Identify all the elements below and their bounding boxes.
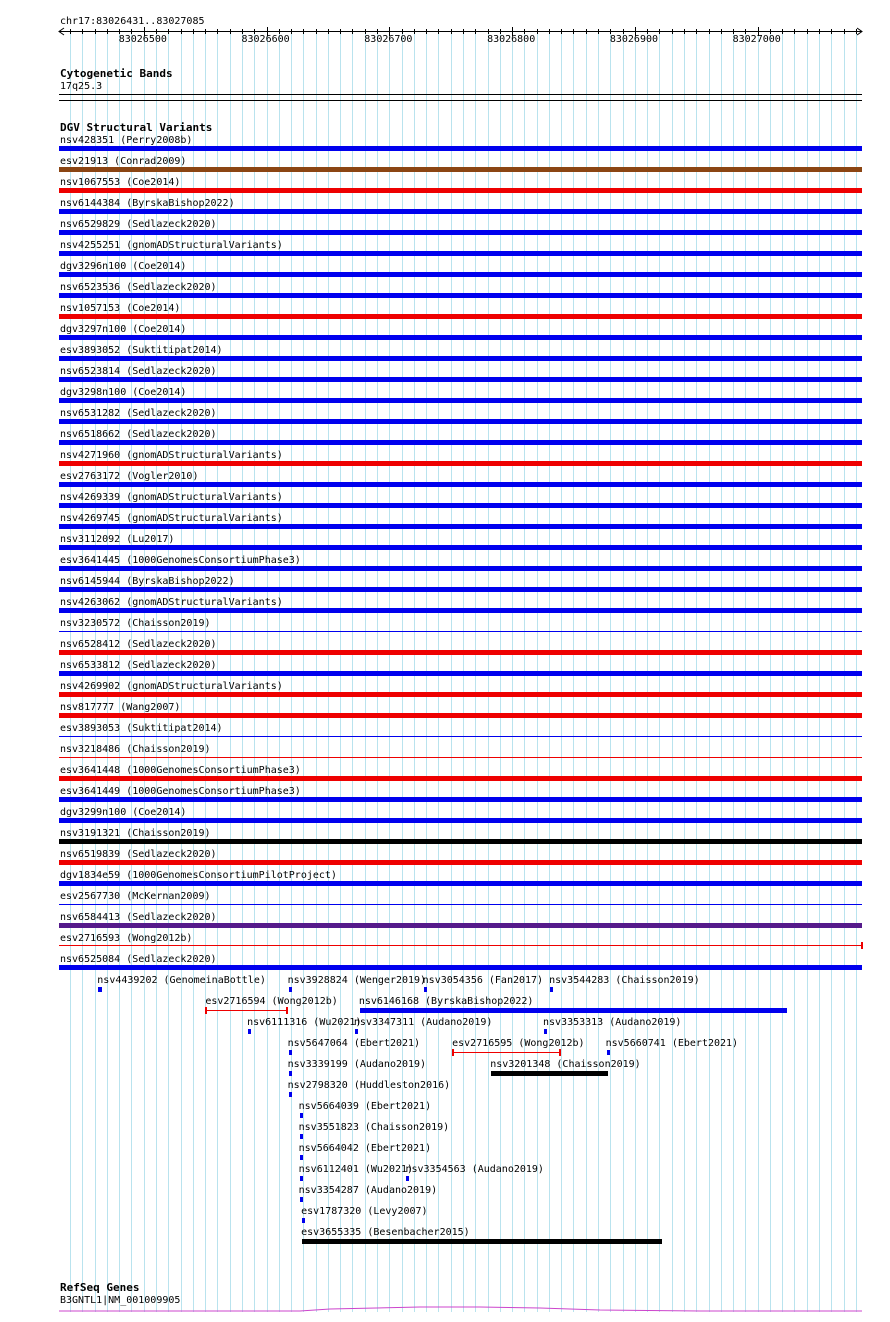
- variant-feature[interactable]: [289, 1071, 292, 1076]
- variant-feature[interactable]: [59, 377, 862, 382]
- variant-label[interactable]: esv3641445 (1000GenomesConsortiumPhase3): [60, 555, 301, 566]
- variant-feature[interactable]: [300, 1197, 303, 1202]
- variant-feature[interactable]: [59, 757, 862, 758]
- variant-label[interactable]: nsv6146168 (ByrskaBishop2022): [358, 996, 534, 1007]
- variant-label[interactable]: nsv6529829 (Sedlazeck2020): [60, 219, 217, 230]
- variant-label[interactable]: nsv4255251 (gnomADStructuralVariants): [60, 240, 283, 251]
- variant-label[interactable]: nsv3054356 (Fan2017): [422, 975, 544, 986]
- variant-feature[interactable]: [289, 1050, 292, 1055]
- ruler-tick-label: 83026700: [364, 34, 413, 45]
- variant-label[interactable]: dgv3299n100 (Coe2014): [60, 807, 187, 818]
- variant-feature[interactable]: [248, 1029, 251, 1034]
- variant-label[interactable]: nsv3112092 (Lu2017): [60, 534, 175, 545]
- variant-feature[interactable]: [59, 188, 862, 193]
- variant-feature[interactable]: [59, 146, 862, 151]
- variant-feature[interactable]: [300, 1176, 303, 1181]
- variant-label[interactable]: esv2716594 (Wong2012b): [205, 996, 338, 1007]
- variant-feature-end-cap: [559, 1049, 561, 1056]
- refseq-gene-line[interactable]: [0, 1304, 890, 1314]
- variant-label[interactable]: esv3641448 (1000GenomesConsortiumPhase3): [60, 765, 301, 776]
- variant-feature[interactable]: [302, 1239, 662, 1244]
- variant-feature[interactable]: [59, 167, 862, 172]
- variant-label[interactable]: nsv6528412 (Sedlazeck2020): [60, 639, 217, 650]
- ruler-tick-label: 83026600: [241, 34, 290, 45]
- variant-label[interactable]: esv2763172 (Vogler2010): [60, 471, 199, 482]
- variant-feature[interactable]: [59, 713, 862, 718]
- variant-feature[interactable]: [59, 440, 862, 445]
- variant-label[interactable]: dgv3298n100 (Coe2014): [60, 387, 187, 398]
- variant-feature[interactable]: [59, 881, 862, 886]
- variant-label[interactable]: nsv6531282 (Sedlazeck2020): [60, 408, 217, 419]
- variant-label[interactable]: esv2716593 (Wong2012b): [60, 933, 193, 944]
- variant-label[interactable]: nsv4263062 (gnomADStructuralVariants): [60, 597, 283, 608]
- variant-label[interactable]: nsv4269339 (gnomADStructuralVariants): [60, 492, 283, 503]
- variant-label[interactable]: nsv3347311 (Audano2019): [353, 1017, 493, 1028]
- variant-label[interactable]: nsv4269745 (gnomADStructuralVariants): [60, 513, 283, 524]
- variant-feature[interactable]: [355, 1029, 358, 1034]
- variant-feature[interactable]: [59, 461, 862, 466]
- variant-label[interactable]: nsv2798320 (Huddleston2016): [287, 1080, 451, 1091]
- variant-feature[interactable]: [59, 797, 862, 802]
- variant-feature[interactable]: [59, 314, 862, 319]
- variant-label[interactable]: nsv6525084 (Sedlazeck2020): [60, 954, 217, 965]
- variant-feature[interactable]: [59, 839, 862, 844]
- variant-feature[interactable]: [59, 209, 862, 214]
- variant-label[interactable]: dgv3297n100 (Coe2014): [60, 324, 187, 335]
- variant-label[interactable]: esv3641449 (1000GenomesConsortiumPhase3): [60, 786, 301, 797]
- variant-feature[interactable]: [59, 398, 862, 403]
- variant-label[interactable]: nsv3551823 (Chaisson2019): [298, 1122, 450, 1133]
- cytoband-line-bottom: [59, 100, 862, 101]
- variant-label[interactable]: nsv3339199 (Audano2019): [287, 1059, 427, 1070]
- variant-feature[interactable]: [59, 671, 862, 676]
- variant-feature[interactable]: [59, 923, 862, 928]
- variant-label[interactable]: nsv3354563 (Audano2019): [405, 1164, 544, 1175]
- variant-label[interactable]: nsv428351 (Perry2008b): [60, 135, 193, 146]
- variant-feature[interactable]: [59, 945, 862, 946]
- variant-feature[interactable]: [59, 524, 862, 529]
- ruler-tick-label: 83026500: [118, 34, 167, 45]
- variant-label[interactable]: dgv1834e59 (1000GenomesConsortiumPilotProject): [60, 870, 337, 881]
- variant-label[interactable]: nsv3928824 (Wenger2019): [287, 975, 427, 986]
- variant-feature[interactable]: [406, 1176, 409, 1181]
- variant-feature[interactable]: [59, 251, 862, 256]
- variant-label[interactable]: nsv1067553 (Coe2014): [60, 177, 181, 188]
- variant-label[interactable]: nsv5664042 (Ebert2021): [298, 1143, 432, 1154]
- variant-feature[interactable]: [59, 482, 862, 487]
- variant-feature[interactable]: [59, 608, 862, 613]
- variant-feature[interactable]: [59, 503, 862, 508]
- variant-feature[interactable]: [59, 356, 862, 361]
- variant-feature-end-cap: [205, 1007, 207, 1014]
- variant-feature[interactable]: [59, 230, 862, 235]
- variant-label[interactable]: esv1787320 (Levy2007): [301, 1206, 428, 1217]
- ruler-tick-label: 83026800: [487, 34, 536, 45]
- variant-feature[interactable]: [59, 818, 862, 823]
- variant-label[interactable]: nsv3218486 (Chaisson2019): [60, 744, 211, 755]
- variant-feature[interactable]: [206, 1010, 287, 1011]
- variant-feature[interactable]: [59, 419, 862, 424]
- variant-feature[interactable]: [360, 1008, 787, 1013]
- variant-label[interactable]: nsv5664039 (Ebert2021): [298, 1101, 432, 1112]
- variant-label[interactable]: nsv4439202 (GenomeinaBottle): [97, 975, 266, 986]
- variant-feature[interactable]: [59, 335, 862, 340]
- variant-label[interactable]: esv3893053 (Suktitipat2014): [60, 723, 223, 734]
- variant-feature[interactable]: [59, 293, 862, 298]
- variant-label[interactable]: nsv6523814 (Sedlazeck2020): [60, 366, 217, 377]
- variant-feature-end-cap: [861, 942, 863, 949]
- variant-feature[interactable]: [491, 1071, 608, 1076]
- variant-feature[interactable]: [59, 272, 862, 277]
- variant-label[interactable]: nsv1057153 (Coe2014): [60, 303, 181, 314]
- refseq-gene-path: [59, 1307, 862, 1311]
- cytoband-label[interactable]: 17q25.3: [60, 81, 103, 92]
- refseq-track-title: RefSeq Genes: [60, 1281, 140, 1294]
- location-label: chr17:83026431..83027085: [60, 16, 205, 27]
- variant-label[interactable]: dgv3296n100 (Coe2014): [60, 261, 187, 272]
- variant-label[interactable]: nsv6533812 (Sedlazeck2020): [60, 660, 217, 671]
- variant-feature[interactable]: [59, 860, 862, 865]
- variant-label[interactable]: nsv3354287 (Audano2019): [298, 1185, 438, 1196]
- variant-label[interactable]: nsv3191321 (Chaisson2019): [60, 828, 211, 839]
- variant-label[interactable]: nsv3353313 (Audano2019): [542, 1017, 682, 1028]
- variant-label[interactable]: esv3893052 (Suktitipat2014): [60, 345, 223, 356]
- variant-label[interactable]: esv2716595 (Wong2012b): [452, 1038, 585, 1049]
- variant-label[interactable]: nsv3544283 (Chaisson2019): [549, 975, 700, 986]
- variant-label[interactable]: nsv817777 (Wang2007): [60, 702, 181, 713]
- variant-feature[interactable]: [300, 1134, 303, 1139]
- variant-feature[interactable]: [453, 1052, 560, 1053]
- variant-label[interactable]: nsv4269902 (gnomADStructuralVariants): [60, 681, 283, 692]
- variant-feature[interactable]: [550, 987, 553, 992]
- variant-feature[interactable]: [544, 1029, 547, 1034]
- variant-feature[interactable]: [302, 1218, 305, 1223]
- variant-feature[interactable]: [59, 650, 862, 655]
- cytoband-track-title: Cytogenetic Bands: [60, 67, 173, 80]
- variant-label[interactable]: nsv5647064 (Ebert2021): [287, 1038, 421, 1049]
- variant-feature[interactable]: [59, 736, 862, 737]
- variant-feature[interactable]: [59, 965, 862, 970]
- variant-label[interactable]: nsv6518662 (Sedlazeck2020): [60, 429, 217, 440]
- variant-feature[interactable]: [424, 987, 427, 992]
- variant-label[interactable]: nsv5660741 (Ebert2021): [605, 1038, 739, 1049]
- variant-feature[interactable]: [300, 1155, 303, 1160]
- variant-label[interactable]: nsv6144384 (ByrskaBishop2022): [60, 198, 235, 209]
- variant-label[interactable]: nsv3201348 (Chaisson2019): [490, 1059, 641, 1070]
- variant-label[interactable]: nsv6523536 (Sedlazeck2020): [60, 282, 217, 293]
- dgv-track-title: DGV Structural Variants: [60, 121, 213, 134]
- variant-feature[interactable]: [98, 987, 102, 992]
- ruler-tick-label: 83027000: [732, 34, 781, 45]
- variant-feature[interactable]: [59, 692, 862, 697]
- variant-label[interactable]: nsv6145944 (ByrskaBishop2022): [60, 576, 235, 587]
- cytoband-line-top: [59, 94, 862, 95]
- variant-feature[interactable]: [289, 1092, 292, 1097]
- variant-feature[interactable]: [300, 1113, 303, 1118]
- variant-feature[interactable]: [59, 776, 862, 781]
- variant-label[interactable]: nsv6111316 (Wu2021): [247, 1017, 362, 1028]
- variant-feature-end-cap: [286, 1007, 288, 1014]
- variant-label[interactable]: esv2567730 (McKernan2009): [60, 891, 211, 902]
- variant-label[interactable]: nsv6112401 (Wu2021): [298, 1164, 414, 1175]
- variant-label[interactable]: nsv4271960 (gnomADStructuralVariants): [60, 450, 283, 461]
- variant-feature[interactable]: [289, 987, 292, 992]
- ruler-tick-label: 83026900: [609, 34, 659, 45]
- variant-label[interactable]: esv21913 (Conrad2009): [60, 156, 187, 167]
- variant-label[interactable]: esv3655335 (Besenbacher2015): [301, 1227, 470, 1238]
- variant-label[interactable]: nsv6519839 (Sedlazeck2020): [60, 849, 217, 860]
- variant-feature[interactable]: [59, 904, 862, 905]
- variant-feature[interactable]: [59, 566, 862, 571]
- variant-label[interactable]: nsv6584413 (Sedlazeck2020): [60, 912, 217, 923]
- variant-label[interactable]: nsv3230572 (Chaisson2019): [60, 618, 211, 629]
- variant-feature[interactable]: [607, 1050, 610, 1055]
- variant-feature[interactable]: [59, 545, 862, 550]
- variant-feature[interactable]: [59, 587, 862, 592]
- variant-feature-end-cap: [452, 1049, 454, 1056]
- refseq-gene-label[interactable]: B3GNTL1|NM_001009905: [60, 1295, 181, 1306]
- variant-feature[interactable]: [59, 631, 862, 632]
